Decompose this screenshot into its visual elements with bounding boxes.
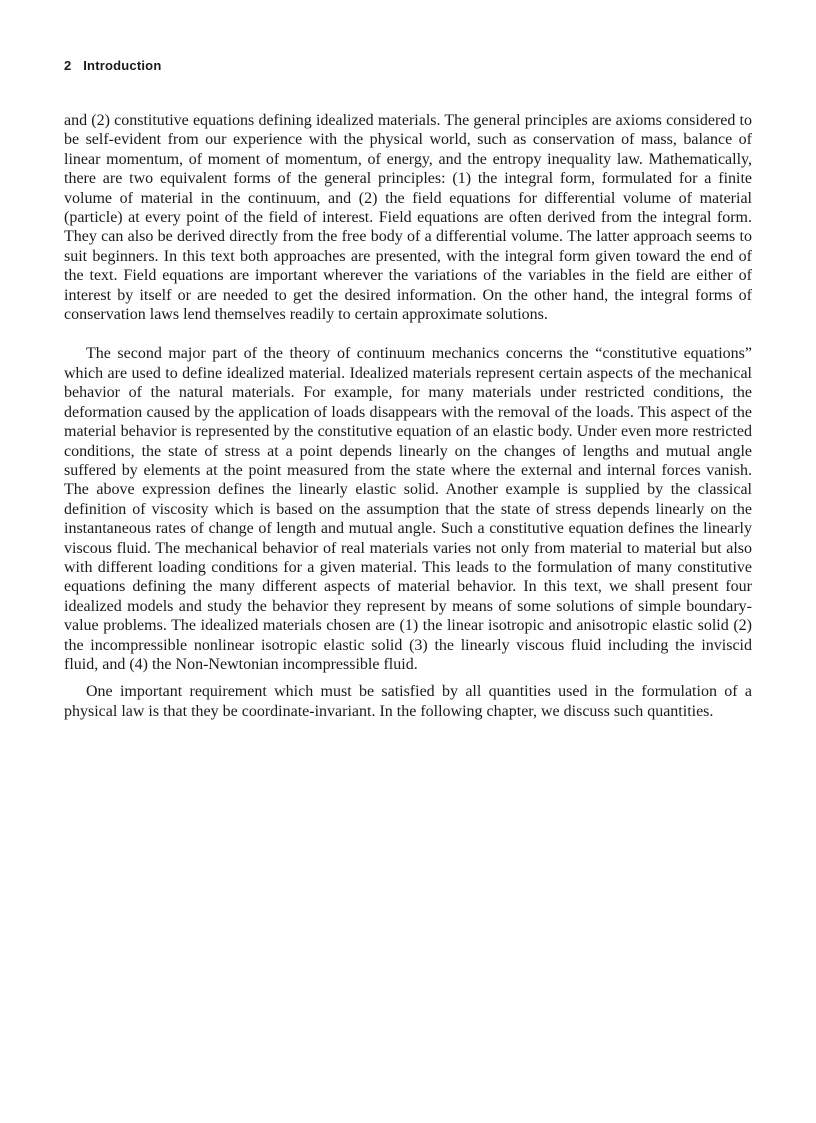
paragraph-constitutive-equations: The second major part of the theory of continuum mechanics concerns the “constitutive equations” which are used to define idealized material. Idealized materials represent certain aspects of the mechanical behavior of the natural materials. For example, for many materials under restricted conditions, the deformation caused by the application of loads disappears with the removal of the loads. This aspect of the material behavior is represented by the constitutive equation of an elastic body. Under even more restricted conditions, the state of stress at a point depends linearly on the changes of lengths and mutual angle suffered by elements at the point measured from the state where the external and internal forces vanish. The above expression defines the linearly elastic solid. Another example is supplied by the classical definition of viscosity which is based on the assumption that the state of stress depends linearly on the instantaneous rates of change of length and mutual angle. Such a constitutive equation defines the linearly viscous fluid. The mechanical behavior of real materials varies not only from material to material but also with different loading conditions for a given material. This leads to the formulation of many constitutive equations defining the many different aspects of material behavior. In this text, we shall present four idealized models and study the behavior they represent by means of some solutions of simple boundary-value problems. The idealized materials chosen are (1) the linear isotropic and anisotropic elastic solid (2) the incompressible nonlinear isotropic elastic solid (3) the linearly viscous fluid including the inviscid fluid, and (4) the Non-Newtonian incompressible fluid. [64, 345, 752, 673]
body-text [64, 111, 752, 721]
section-title: Introduction [83, 58, 162, 73]
paragraph-coordinate-invariance: One important requirement which must be satisfied by all quantities used in the formulation of a physical law is that they be coordinate-invariant. In the following chapter, we discuss such quantities. [64, 683, 752, 720]
running-head [64, 58, 161, 73]
paragraph-general-principles: and (2) constitutive equations defining idealized materials. The general principles are axioms considered to be self-evident from our experience with the physical world, such as conservation of mass, balance of linear momentum, of moment of momentum, of energy, and the entropy inequality law. Mathematically, there are two equivalent forms of the general principles: (1) the integral form, formulated for a finite volume of material in the continuum, and (2) the field equations for differential volume of material (particle) at every point of the field of interest. Field equations are often derived from the integral form. They can also be derived directly from the free body of a differential volume. The latter approach seems to suit beginners. In this text both approaches are presented, with the integral form given toward the end of the text. Field equations are important wherever the variations of the variables in the field are either of interest by itself or are needed to get the desired information. On the other hand, the integral forms of conservation laws lend themselves readily to certain approximate solutions. [64, 112, 752, 324]
page-number: 2 [64, 58, 72, 73]
